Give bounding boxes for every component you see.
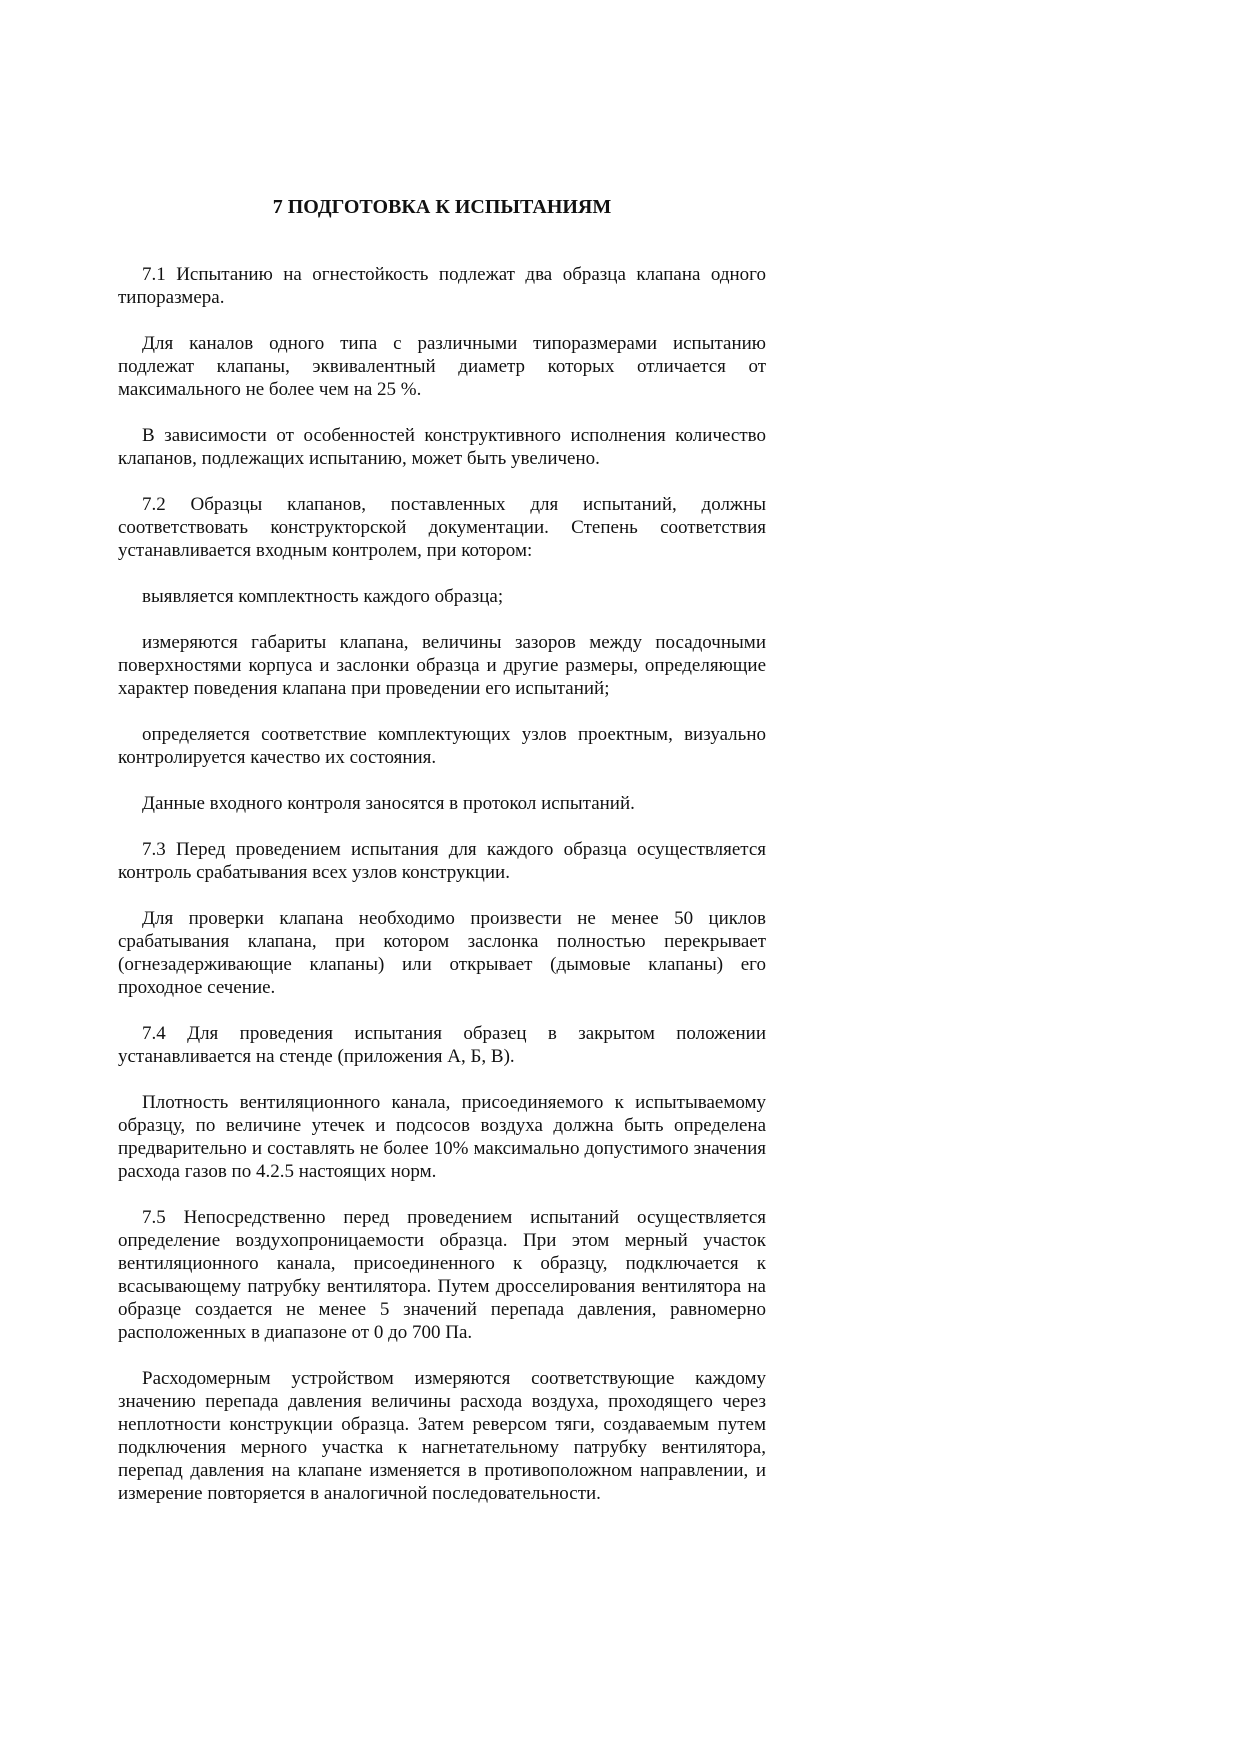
- paragraph-cycles: Для проверки клапана необходимо произвести не менее 50 циклов срабатывания клапана, при котором заслонка полностью перекрывает (огнезадерживающие клапаны) или открывает (дымовые клапаны) его проходное сечение.: [118, 908, 766, 998]
- paragraph-7-2: 7.2 Образцы клапанов, поставленных для испытаний, должны соответствовать конструкторской документации. Степень соответствия устанавливается входным контролем, при котором:: [118, 494, 766, 561]
- paragraph-channel-sizes: Для каналов одного типа с различными типоразмерами испытанию подлежат клапаны, эквивалентный диаметр которых отличается от максимального не более чем на 25 %.: [118, 333, 766, 400]
- paragraph-sample-count: В зависимости от особенностей конструктивного исполнения количество клапанов, подлежащих испытанию, может быть увеличено.: [118, 425, 766, 469]
- paragraph-7-5: 7.5 Непосредственно перед проведением испытаний осуществляется определение воздухопроницаемости образца. При этом мерный участок вентиляционного канала, присоединенного к образцу, подключается к всасывающему патрубку вентилятора. Путем дросселирования вентилятора на образце создается не менее 5 значений перепада давления, равномерно расположенных в диапазоне от 0 до 700 Па.: [118, 1207, 766, 1343]
- paragraph-protocol: Данные входного контроля заносятся в протокол испытаний.: [142, 793, 635, 814]
- paragraph-7-3: 7.3 Перед проведением испытания для каждого образца осуществляется контроль срабатывания всех узлов конструкции.: [118, 839, 766, 883]
- paragraph-components: определяется соответствие комплектующих узлов проектным, визуально контролируется качество их состояния.: [118, 724, 766, 768]
- document-body: [118, 263, 766, 1528]
- paragraph-7-1: 7.1 Испытанию на огнестойкость подлежат два образца клапана одного типоразмера.: [118, 264, 766, 308]
- paragraph-dimensions: измеряются габариты клапана, величины зазоров между посадочными поверхностями корпуса и заслонки образца и другие размеры, определяющие характер поведения клапана при проведении его испытаний;: [118, 632, 766, 699]
- paragraph-completeness: выявляется комплектность каждого образца;: [142, 586, 504, 607]
- paragraph-7-4: 7.4 Для проведения испытания образец в закрытом положении устанавливается на стенде (приложения А, Б, В).: [118, 1023, 766, 1067]
- section-heading: 7 ПОДГОТОВКА К ИСПЫТАНИЯМ: [272, 196, 612, 218]
- paragraph-channel-tightness: Плотность вентиляционного канала, присоединяемого к испытываемому образцу, по величине утечек и подсосов воздуха должна быть определена предварительно и составлять не более 10% максимально допустимого значения расхода газов по 4.2.5 настоящих норм.: [118, 1092, 766, 1182]
- paragraph-flow-measurement: Расходомерным устройством измеряются соответствующие каждому значению перепада давления величины расхода воздуха, проходящего через неплотности конструкции образца. Затем реверсом тяги, создаваемым путем подключения мерного участка к нагнетательному патрубку вентилятора, перепад давления на клапане изменяется в противоположном направлении, и измерение повторяется в аналогичной последовательности.: [118, 1368, 766, 1504]
